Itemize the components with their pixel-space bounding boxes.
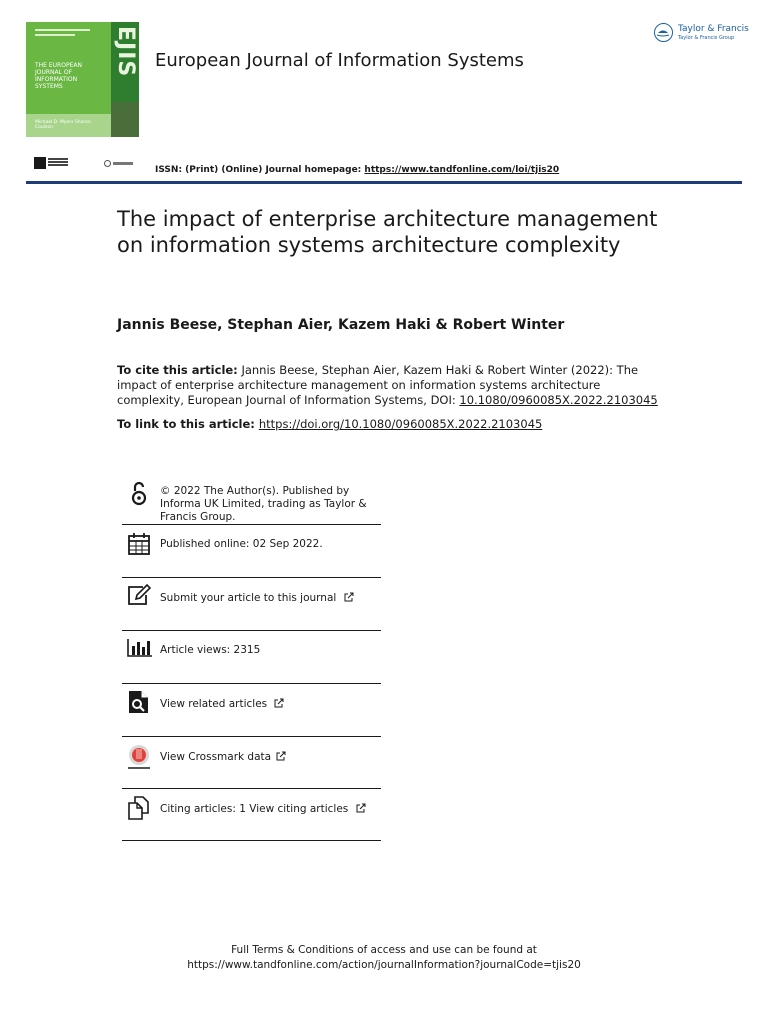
external-link-icon [276,751,286,761]
submit-row[interactable] [122,578,381,631]
issn-prefix: ISSN: (Print) (Online) Journal homepage: [155,165,365,175]
link-label: To link to this article: [117,417,259,431]
external-link-icon [344,592,354,602]
external-link-icon [274,698,284,708]
partner-logo [104,160,134,168]
citing-articles-icon [126,795,152,821]
cite-text: Jannis Beese, Stephan Aier, Kazem Haki & Robert Winter (2022): The impact of enterprise architecture management on information systems architecture complexity, European Journal of Information Systems, DOI: [117,363,639,407]
citing-row[interactable] [122,789,381,842]
article-link-block [117,417,542,431]
citation-block [117,363,662,408]
cover-editors: Michael D. Myers Sharon Coulson [35,120,91,130]
journal-cover [26,22,139,137]
cover-title: THE EUROPEAN JOURNAL OF INFORMATION SYSTEMS [35,62,82,90]
views-row [122,631,381,684]
footer-line-1: Full Terms & Conditions of access and use can be found at [231,944,537,956]
cover-abbr: EJIS [113,26,138,78]
article-authors: Jannis Beese, Stephan Aier, Kazem Haki & Robert Winter [117,317,565,333]
published-text: Published online: 02 Sep 2022. [160,538,323,550]
edit-icon [126,583,152,609]
taylor-francis-icon [654,23,673,42]
publisher-name: Taylor & Francis [678,24,749,34]
related-text: View related articles [160,698,268,710]
taylor-francis-logo[interactable] [654,22,749,46]
issn-line [155,165,559,175]
cite-label: To cite this article: [117,363,238,377]
crossmark-icon [126,743,152,769]
related-row[interactable] [122,684,381,737]
crossmark-row[interactable] [122,737,381,789]
society-logo [34,157,68,169]
article-doi-link[interactable]: https://doi.org/10.1080/0960085X.2022.2103045 [258,417,543,431]
calendar-icon [126,531,152,557]
license-row [122,478,381,525]
open-access-icon [126,480,152,506]
views-text: Article views: 2315 [160,644,261,656]
header-rule [26,181,742,184]
article-title: The impact of enterprise architecture management on information systems architecture complexity [117,207,658,257]
external-link-icon [356,803,366,813]
search-document-icon [126,689,152,715]
published-row [122,525,381,578]
journal-homepage-link[interactable]: https://www.tandfonline.com/loi/tjis20 [364,165,560,175]
bar-chart-icon [126,636,152,662]
footer-terms-link[interactable]: https://www.tandfonline.com/action/journalInformation?journalCode=tjis20 [187,959,581,971]
footer [0,943,768,973]
publisher-sub: Taylor & Francis Group [678,35,735,41]
crossmark-text: View Crossmark data [160,751,272,763]
journal-title: European Journal of Information Systems [155,50,524,71]
cite-doi-link[interactable]: 10.1080/0960085X.2022.2103045 [459,393,658,407]
submit-text: Submit your article to this journal [160,592,337,604]
license-text: © 2022 The Author(s). Published by Informa UK Limited, trading as Taylor & Francis Group. [160,485,367,523]
citing-text: Citing articles: 1 View citing articles [160,803,349,815]
